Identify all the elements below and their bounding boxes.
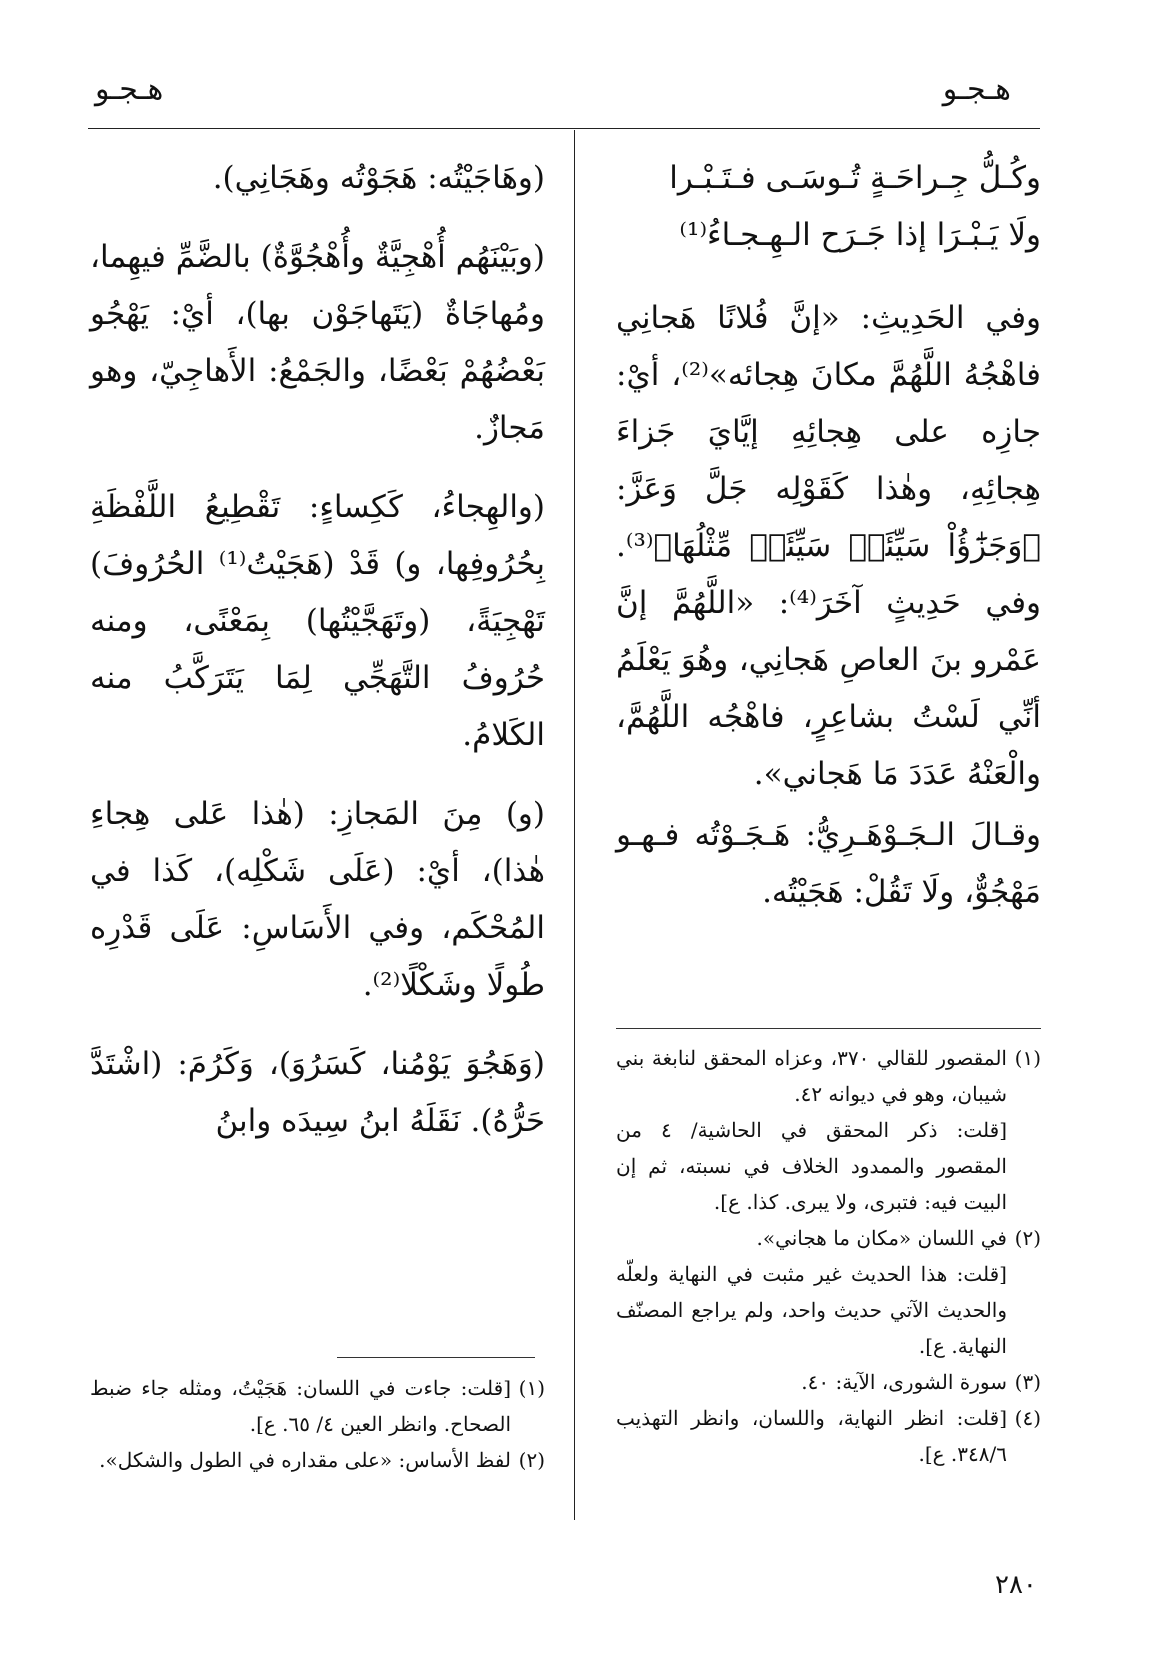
verse-line-1: وكُـلُّ جِـراحَـةٍ تُـوسَـى فـتَـبْـرا [669,160,1041,196]
left-column [90,150,545,1172]
verse-line-2: ولَا يَـبْـرَا إذا جَـرَح الـهِـجـاءُ⁽¹⁾ [679,217,1041,253]
column-divider [574,130,575,1520]
footnote-number: (١) [1014,1046,1041,1070]
footnote-text: [قلت: انظر النهاية، واللسان، وانظر التهذيب ٣٤٨/٦. ع]. [616,1406,1007,1466]
footnote [90,1442,545,1478]
body-paragraph: (و) مِنَ المَجازِ: (هٰذا عَلى هِجاءِ هٰذا)، أيْ: (عَلَى شَكْلِه)، كَذا في المُحْكَم، وفي الأَسَاسِ: عَلَى قَدْرِه طُولًا وشَكْلًا⁽²⁾. [90,796,545,1003]
footnote-number: (٢) [1014,1226,1041,1250]
footnote-rule-left [337,1357,535,1358]
body-paragraph: وقـالَ الـجَـوْهَـرِيُّ: هَـجَـوْتُه فـهـو مَهْجُوٌّ، ولَا تَقُلْ: هَجَيْتُه. [616,817,1041,910]
footnote-text: [قلت: ذكر المحقق في الحاشية/ ٤ من المقصور والممدود الخلاف في نسبته، ثم إن البيت فيه: فتبرى، ولا يبرى. كذا. ع]. [616,1118,1008,1214]
header-rule [88,128,1040,129]
footnote [616,1112,1041,1220]
footnote-text: [قلت: هذا الحديث غير مثبت في النهاية ولعلّه والحديث الآتي حديث واحد، ولم يراجع المصنّف النهاية. ع]. [616,1262,1007,1358]
footnotes-left [90,1370,545,1478]
footnote-text: [قلت: جاءت في اللسان: هَجَيْتُ، ومثله جاء ضبط الصحاح. وانظر العين ٤/ ٦٥. ع]. [90,1376,511,1436]
footnote-text: لفظ الأساس: «على مقداره في الطول والشكل». [99,1448,511,1472]
footnote [616,1364,1041,1400]
footnote-number: (٢) [518,1448,545,1472]
right-column [616,150,1041,943]
footnote-rule-right [616,1028,1041,1029]
footnote-text: في اللسان «مكان ما هجاني». [756,1226,1007,1250]
footnote [616,1400,1041,1472]
body-paragraph: (والهِجاءُ، كَكِساءٍ: تَقْطِيعُ اللَّفْظَةِ بِحُرُوفِها، و) قَدْ (هَجَيْتُ⁽¹⁾ الحُرُوفَ) تَهْجِيَةً، (وتَهَجَّيْتُها) بِمَعْنًى، ومنه حُرُوفُ التَّهَجِّي لِمَا يَتَرَكَّبُ منه الكَلامُ. [90,489,545,753]
running-header-right: هـجـو [942,72,1011,107]
footnote-number: (٣) [1014,1370,1041,1394]
body-paragraph: (وبَيْنَهُم أُهْجِيَّةٌ وأُهْجُوَّةٌ) بالضَّمِّ فيهِما، ومُهاجَاةٌ (يَتَهاجَوْن بها)، أيْ: يَهْجُو بَعْضُهُمْ بَعْضًا، والجَمْعُ: الأَهاجِيّ، وهو مَجازٌ. [90,239,545,446]
running-header-left: هـجـو [95,72,164,107]
footnote-number: (١) [518,1376,545,1400]
page-number: ٢٨٠ [995,1570,1037,1600]
footnote [90,1370,545,1442]
footnote-number: (٤) [1014,1406,1041,1430]
footnote-text: سورة الشورى، الآية: ٤٠. [801,1370,1007,1394]
footnote [616,1220,1041,1256]
footnotes-right [616,1040,1041,1472]
footnote-text: المقصور للقالي ٣٧٠، وعزاه المحقق لنابغة بني شيبان، وهو في ديوانه ٤٢. [616,1046,1007,1106]
body-paragraph: (وهَاجَيْتُه: هَجَوْتُه وهَجَانِي). [212,160,545,196]
body-paragraph: (وَهَجُوَ يَوْمُنا، كَسَرُوَ)، وَكَرُمَ: (اشْتَدَّ حَرُّهُ). نَقَلَهُ ابنُ سِيدَه وابنُ [90,1046,545,1139]
footnote [616,1040,1041,1112]
body-paragraph: وفي الحَدِيثِ: «إنَّ فُلانًا هَجانِي فاهْجُهُ اللَّهُمَّ مكانَ هِجائه»⁽²⁾، أيْ: جازِه على هِجائِهِ إيَّايَ جَزاءَ هِجائِهِ، وهٰذا كَقَوْلِه جَلَّ وَعَزَّ: ﴿وَجَزَٰٓؤُاْ سَيِّئَةٖ سَيِّئَةٞ مِّثْلُهَا﴾⁽³⁾. وفي حَدِيثٍ آخَرَ⁽⁴⁾: «اللَّهُمَّ إنَّ عَمْرو بنَ العاصِ هَجانِي، وهُوَ يَعْلَمُ أنِّي لَسْتُ بشاعِرٍ، فاهْجُه اللَّهُمَّ، والْعَنْهُ عَدَدَ مَا هَجاني». [616,300,1041,792]
footnote [616,1256,1041,1364]
